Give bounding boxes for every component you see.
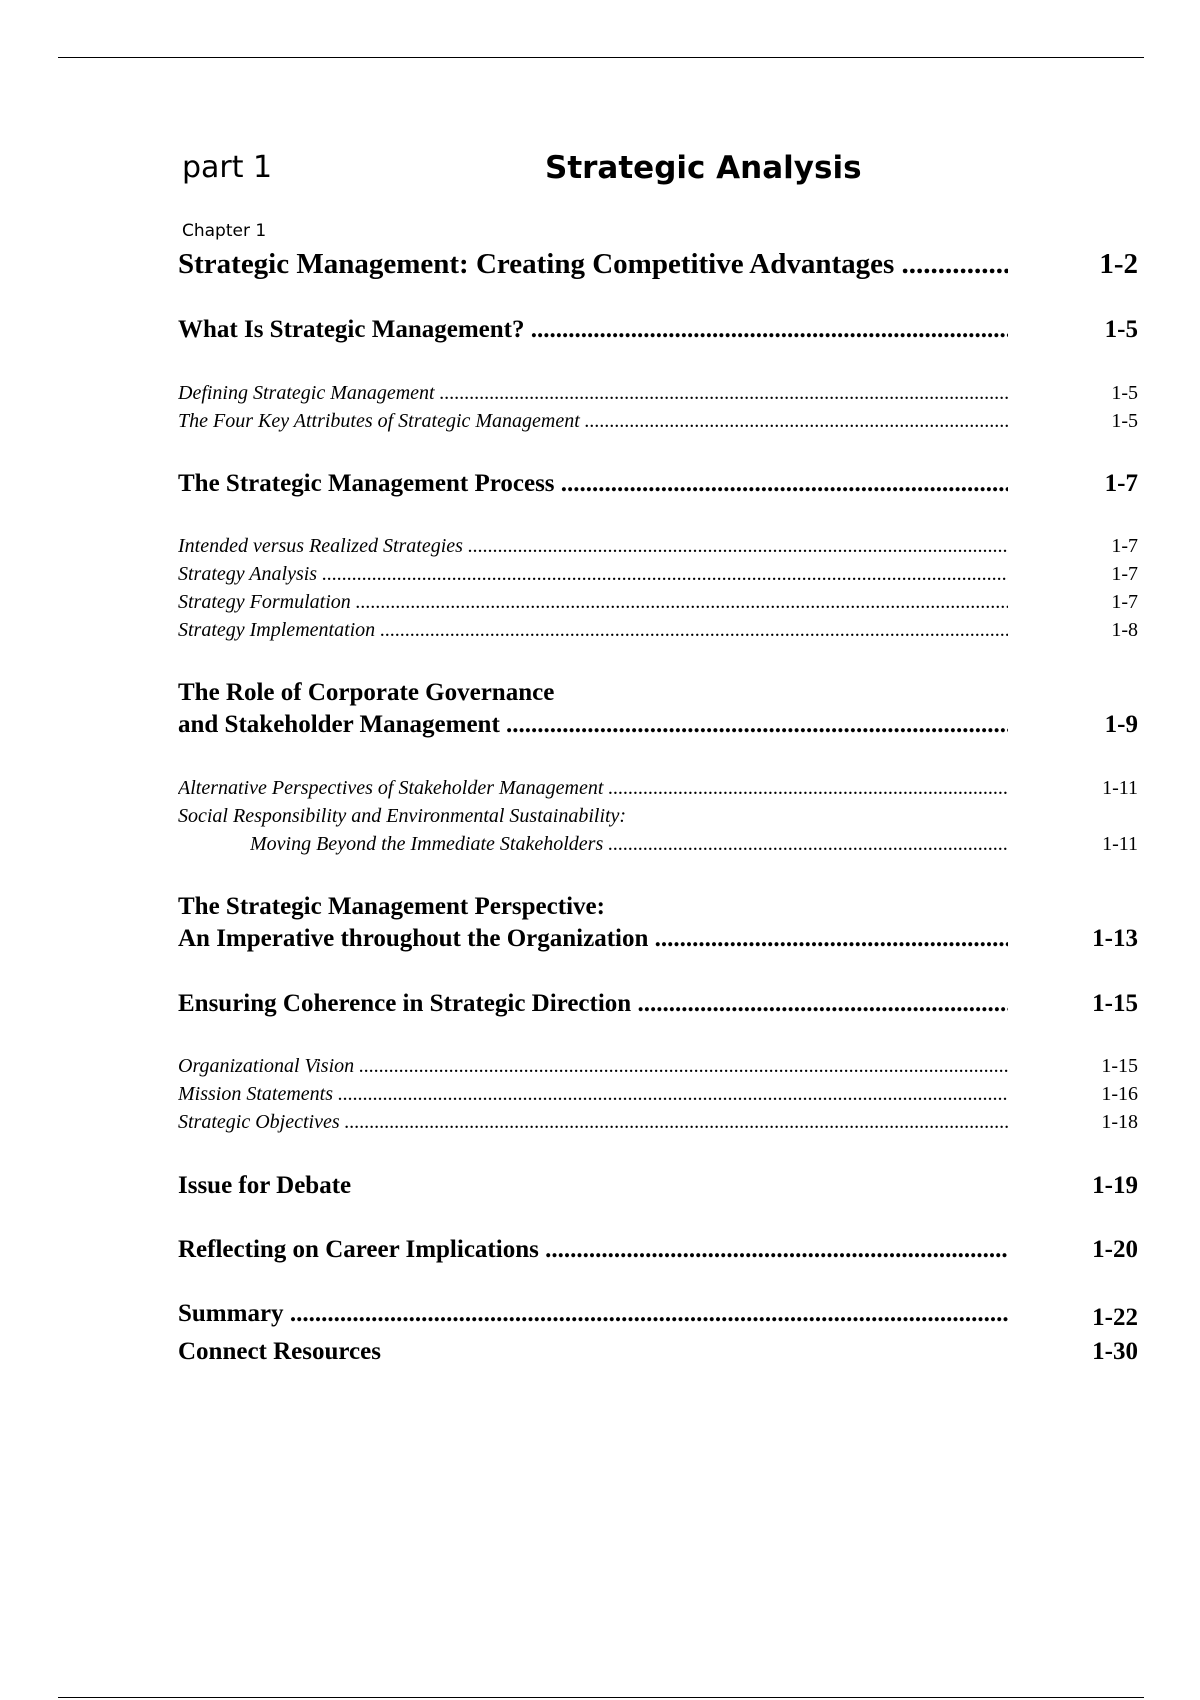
toc-entry-page: 1-11	[1102, 833, 1138, 855]
toc-entry-text: An Imperative throughout the Organization .....	[178, 923, 1008, 955]
toc-entry-perspective[interactable]	[178, 891, 1138, 955]
toc-entry-text-line1: The Strategic Management Perspective:	[178, 893, 605, 920]
part-heading	[182, 146, 1142, 190]
chapter-label: Chapter 1	[182, 221, 267, 241]
toc-entry-page: 1-5	[1111, 382, 1138, 404]
toc-entry-text: Strategy Formulation .....	[178, 589, 1008, 615]
toc-entry-page: 1-30	[1092, 1338, 1138, 1365]
toc-entry-text: Issue for Debate	[178, 1172, 352, 1199]
toc-entry-text: Ensuring Coherence in Strategic Direction .....	[178, 988, 1008, 1020]
bottom-rule	[58, 1697, 1144, 1698]
toc-entry-page: 1-2	[1099, 248, 1138, 280]
toc-entry-page: 1-7	[1111, 563, 1138, 585]
toc-entry-text-line1: The Role of Corporate Governance	[178, 679, 555, 706]
toc-entry-text: and Stakeholder Management .....	[178, 709, 1008, 741]
part-title: Strategic Analysis	[545, 150, 862, 186]
toc-entry-text: Connect Resources	[178, 1338, 381, 1365]
toc-entry-page: 1-5	[1104, 316, 1138, 343]
toc-entry-page: 1-22	[1092, 1304, 1138, 1331]
toc-entry-text: Strategic Management: Creating Competitive Advantages .....	[178, 246, 1008, 282]
toc-entry-page: 1-15	[1092, 990, 1138, 1017]
toc-entry-social[interactable]	[178, 803, 1138, 857]
toc-entry-page: 1-7	[1104, 470, 1138, 497]
toc-entry-page: 1-11	[1102, 777, 1138, 799]
toc-entry-text: Strategy Analysis .....	[178, 561, 1008, 587]
toc-entry-text: Intended versus Realized Strategies .....	[178, 533, 1008, 559]
toc-entry-text: Alternative Perspectives of Stakeholder Management .....	[178, 775, 1008, 801]
toc-entry-page: 1-5	[1111, 410, 1138, 432]
toc-entry-text: The Strategic Management Process .....	[178, 468, 1008, 500]
toc-entry-text: Mission Statements .....	[178, 1081, 1008, 1107]
toc-entry-page: 1-9	[1104, 711, 1138, 738]
toc-entry-text: What Is Strategic Management? .....	[178, 314, 1008, 346]
toc-entry-page: 1-7	[1111, 535, 1138, 557]
toc-entry-page: 1-19	[1092, 1172, 1138, 1199]
toc-entry-page: 1-18	[1101, 1111, 1138, 1133]
toc-entry-page: 1-15	[1101, 1055, 1138, 1077]
toc-entry-page: 1-8	[1111, 619, 1138, 641]
toc-entry-text: Defining Strategic Management .....	[178, 380, 1008, 406]
top-rule	[58, 57, 1144, 58]
toc-entry-text: The Four Key Attributes of Strategic Management .....	[178, 408, 1008, 434]
toc-entry-page: 1-7	[1111, 591, 1138, 613]
toc-entry-text-line1: Social Responsibility and Environmental Sustainability:	[178, 805, 627, 827]
toc-entry-page: 1-16	[1101, 1083, 1138, 1105]
toc-entry-page: 1-20	[1092, 1236, 1138, 1263]
toc-entry-text: Strategic Objectives .....	[178, 1109, 1008, 1135]
part-label: part 1	[182, 150, 273, 185]
toc-entry-text: Strategy Implementation .....	[178, 617, 1008, 643]
toc-entry-text: Moving Beyond the Immediate Stakeholders .....	[250, 831, 1008, 857]
toc-entry-text: Summary .....	[178, 1298, 1008, 1330]
toc-entry-text: Reflecting on Career Implications .....	[178, 1234, 1008, 1266]
toc-entry-page: 1-13	[1092, 925, 1138, 952]
toc-entry-text: Organizational Vision .....	[178, 1053, 1008, 1079]
toc-entry-governance[interactable]	[178, 677, 1138, 741]
